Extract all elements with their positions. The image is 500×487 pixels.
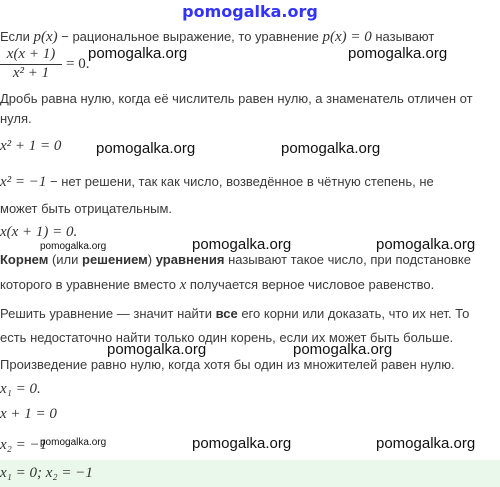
paragraph-fraction-rule-l1: Дробь равна нулю, когда её числитель равен нулю, а знаменатель отличен от xyxy=(0,91,473,106)
root-one: x₁ = 0. xyxy=(0,381,41,397)
watermark: pomogalka.org xyxy=(348,45,448,62)
equation-no-solution-l1 xyxy=(0,173,434,191)
definition-l2-a: которого в уравнение вместо xyxy=(0,277,180,292)
watermark: pomogalka.org xyxy=(376,435,476,452)
paragraph-fraction-rule-l2: нуля. xyxy=(0,111,32,126)
term-root: Корнем xyxy=(0,252,49,267)
watermark: pomogalka.org xyxy=(281,140,381,157)
solve-line-1 xyxy=(0,305,469,322)
equation-no-solution-text: − нет решени, так как число, возведённое в чётную степень, не xyxy=(46,174,434,189)
solve-line-2: есть недостаточно найти только один корень, если их может быть больше. xyxy=(0,330,454,345)
watermark: pomogalka.org xyxy=(88,45,188,62)
fraction-equation xyxy=(0,46,62,82)
intro-text-b: − рациональное выражение, то уравнение xyxy=(57,29,323,44)
definition-text-3: называют такое число, при подстановке xyxy=(224,252,471,267)
watermark: pomogalka.org xyxy=(293,341,393,358)
second-factor-equation: x + 1 = 0 xyxy=(0,406,57,422)
intro-math-px: p(x) xyxy=(33,29,58,45)
definition-text-1: (или xyxy=(48,252,83,267)
watermark: pomogalka.org xyxy=(40,241,107,252)
fraction-numerator: x(x + 1) xyxy=(0,46,62,65)
solve-text-a: Решить уравнение — значит найти xyxy=(0,306,216,321)
definition-l2-b: получается верное числовое равенство. xyxy=(186,277,435,292)
fraction-equals: = 0. xyxy=(66,56,90,72)
equation-no-solution-math: x² = −1 xyxy=(0,174,47,190)
watermark: pomogalka.org xyxy=(192,435,292,452)
solve-text-c: его корни или доказать, что их нет. То xyxy=(237,306,470,321)
product-rule: Произведение равно нулю, когда хотя бы один из множителей равен нулю. xyxy=(0,357,455,372)
term-solution: решением xyxy=(82,252,148,267)
site-watermark-top: pomogalka.org xyxy=(182,2,318,21)
equation-denominator: x² + 1 = 0 xyxy=(0,138,62,154)
watermark: pomogalka.org xyxy=(96,140,196,157)
definition-text-2: ) xyxy=(147,252,156,267)
intro-line xyxy=(0,28,434,46)
definition-line-2 xyxy=(0,276,434,294)
intro-math-eq: p(x) = 0 xyxy=(322,29,372,45)
watermark: pomogalka.org xyxy=(376,236,476,253)
answer-line: x₁ = 0; x₂ = −1 xyxy=(0,465,93,481)
solve-bold-all: все xyxy=(215,306,238,321)
equation-numerator: x(x + 1) = 0. xyxy=(0,224,78,240)
root-two: x₂ = −1 xyxy=(0,437,48,453)
watermark: pomogalka.org xyxy=(107,341,207,358)
fraction-denominator: x² + 1 xyxy=(12,65,50,81)
watermark: pomogalka.org xyxy=(40,437,107,448)
definition-l2-var: x xyxy=(179,277,187,293)
term-equation: уравнения xyxy=(155,252,225,267)
intro-text-c: называют xyxy=(371,29,435,44)
watermark: pomogalka.org xyxy=(192,236,292,253)
intro-text-a: Если xyxy=(0,29,34,44)
definition-line-1 xyxy=(0,251,471,268)
equation-no-solution-l2: может быть отрицательным. xyxy=(0,201,173,216)
